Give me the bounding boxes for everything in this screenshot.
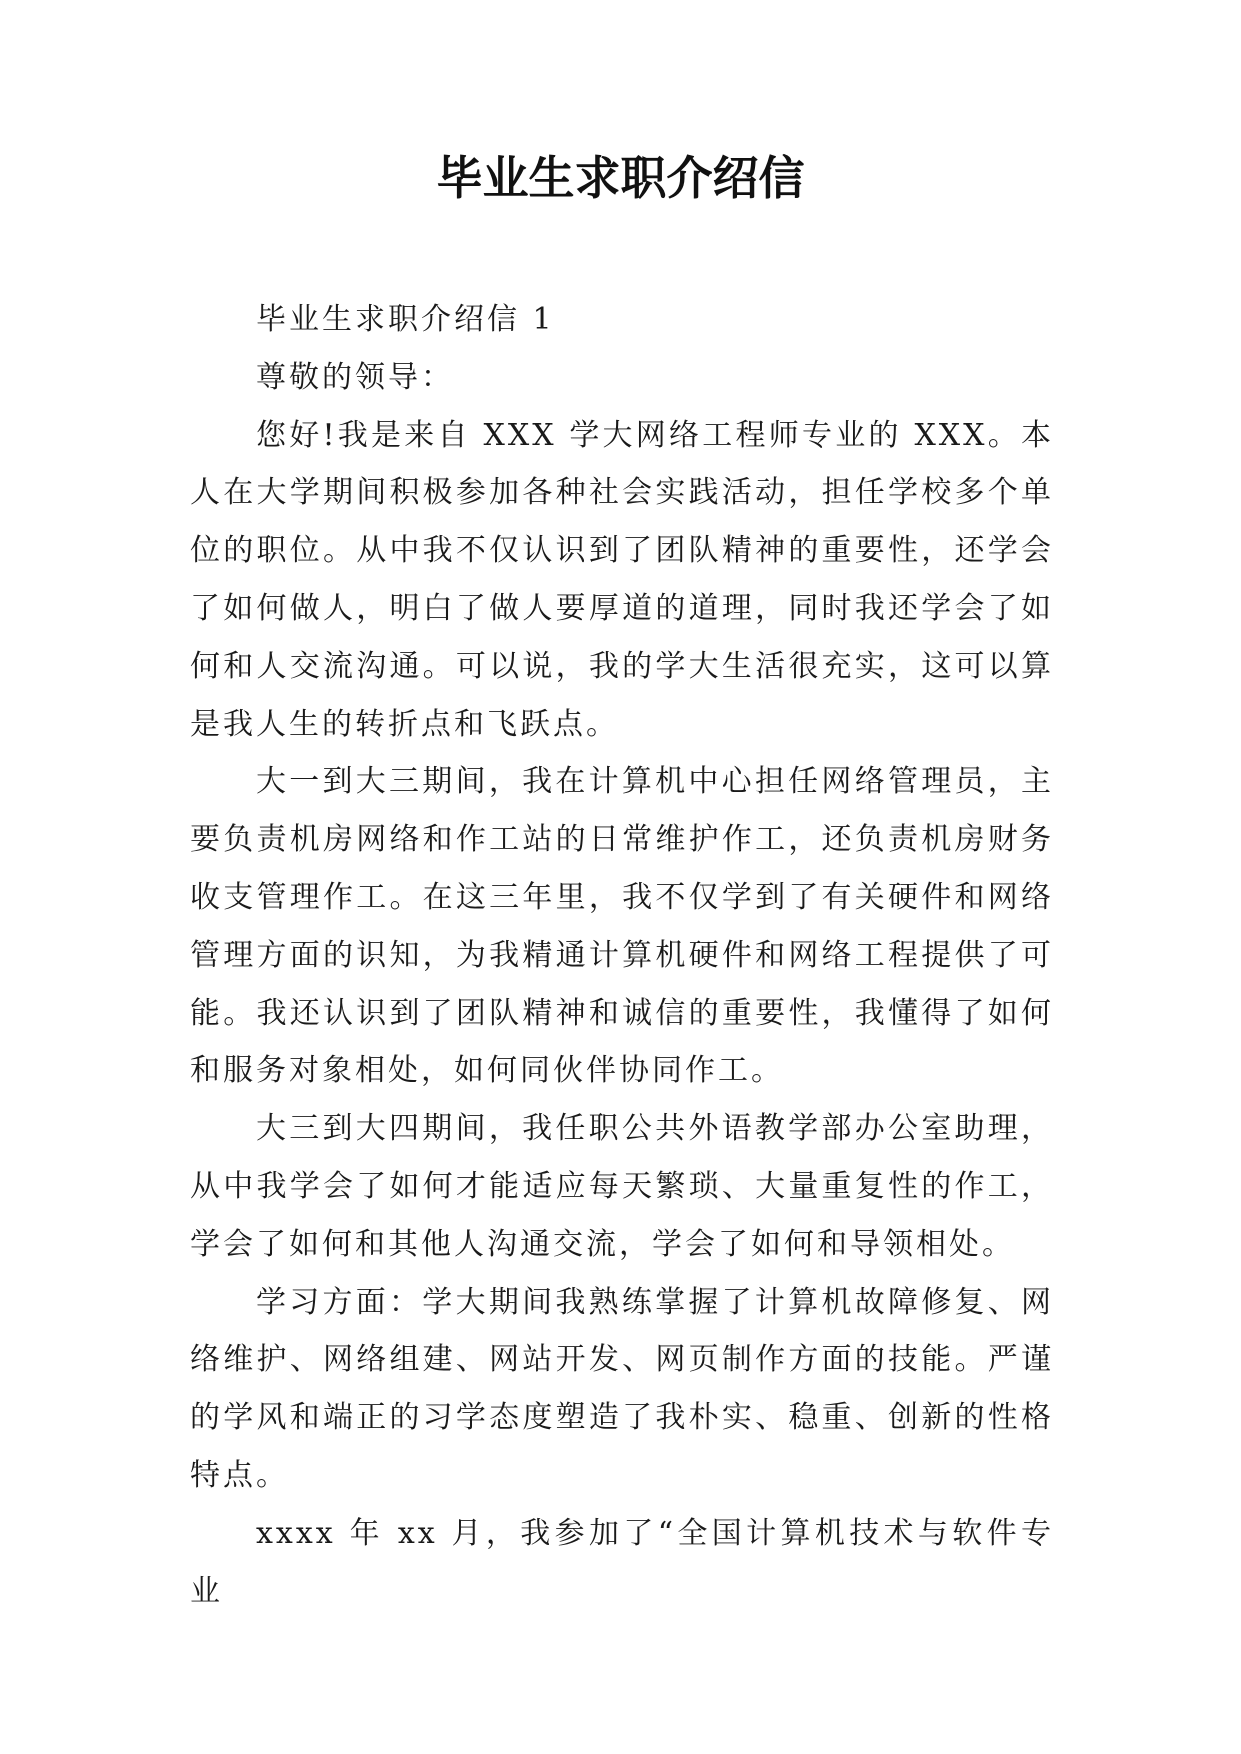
paragraph-heading: 毕业生求职介绍信 1 <box>256 302 555 337</box>
document-title: 毕业生求职介绍信 <box>436 151 805 205</box>
paragraph-introduction: 您好!我是来自 XXX 学大网络工程师专业的 XXX。本人在大学期间积极参加各种社会实践活动，担任学校多个单位的职位。从中我不仅认识到了团队精神的重要性，还学会了如何做人，明白了做人要厚道的道理，同时我还学会了如何和人交流沟通。可以说，我的学大生活很充实，这可以算是我人生的转折点和飞跃点。 <box>190 417 1054 742</box>
paragraph-network-admin: 大一到大三期间，我在计算机中心担任网络管理员，主要负责机房网络和作工站的日常维护作工，还负责机房财务收支管理作工。在这三年里，我不仅学到了有关硬件和网络管理方面的识知，为我精通计算机硬件和网络工程提供了可能。我还认识到了团队精神和诚信的重要性，我懂得了如何和服务对象相处，如何同伙伴协同作工。 <box>190 764 1054 1089</box>
paragraph-study: 学习方面：学大期间我熟练掌握了计算机故障修复、网络维护、网络组建、网站开发、网页制作方面的技能。严谨的学风和端正的习学态度塑造了我朴实、稳重、创新的性格特点。 <box>190 1284 1054 1493</box>
paragraph-competition: xxxx 年 xx 月，我参加了“全国计算机技术与软件专业 <box>190 1515 1054 1609</box>
document-body <box>190 291 1054 1620</box>
paragraph-office-assistant: 大三到大四期间，我任职公共外语教学部办公室助理，从中我学会了如何才能适应每天繁琐、大量重复性的作工，学会了如何和其他人沟通交流，学会了如何和导领相处。 <box>190 1111 1054 1262</box>
paragraph-salutation: 尊敬的领导： <box>256 359 454 395</box>
